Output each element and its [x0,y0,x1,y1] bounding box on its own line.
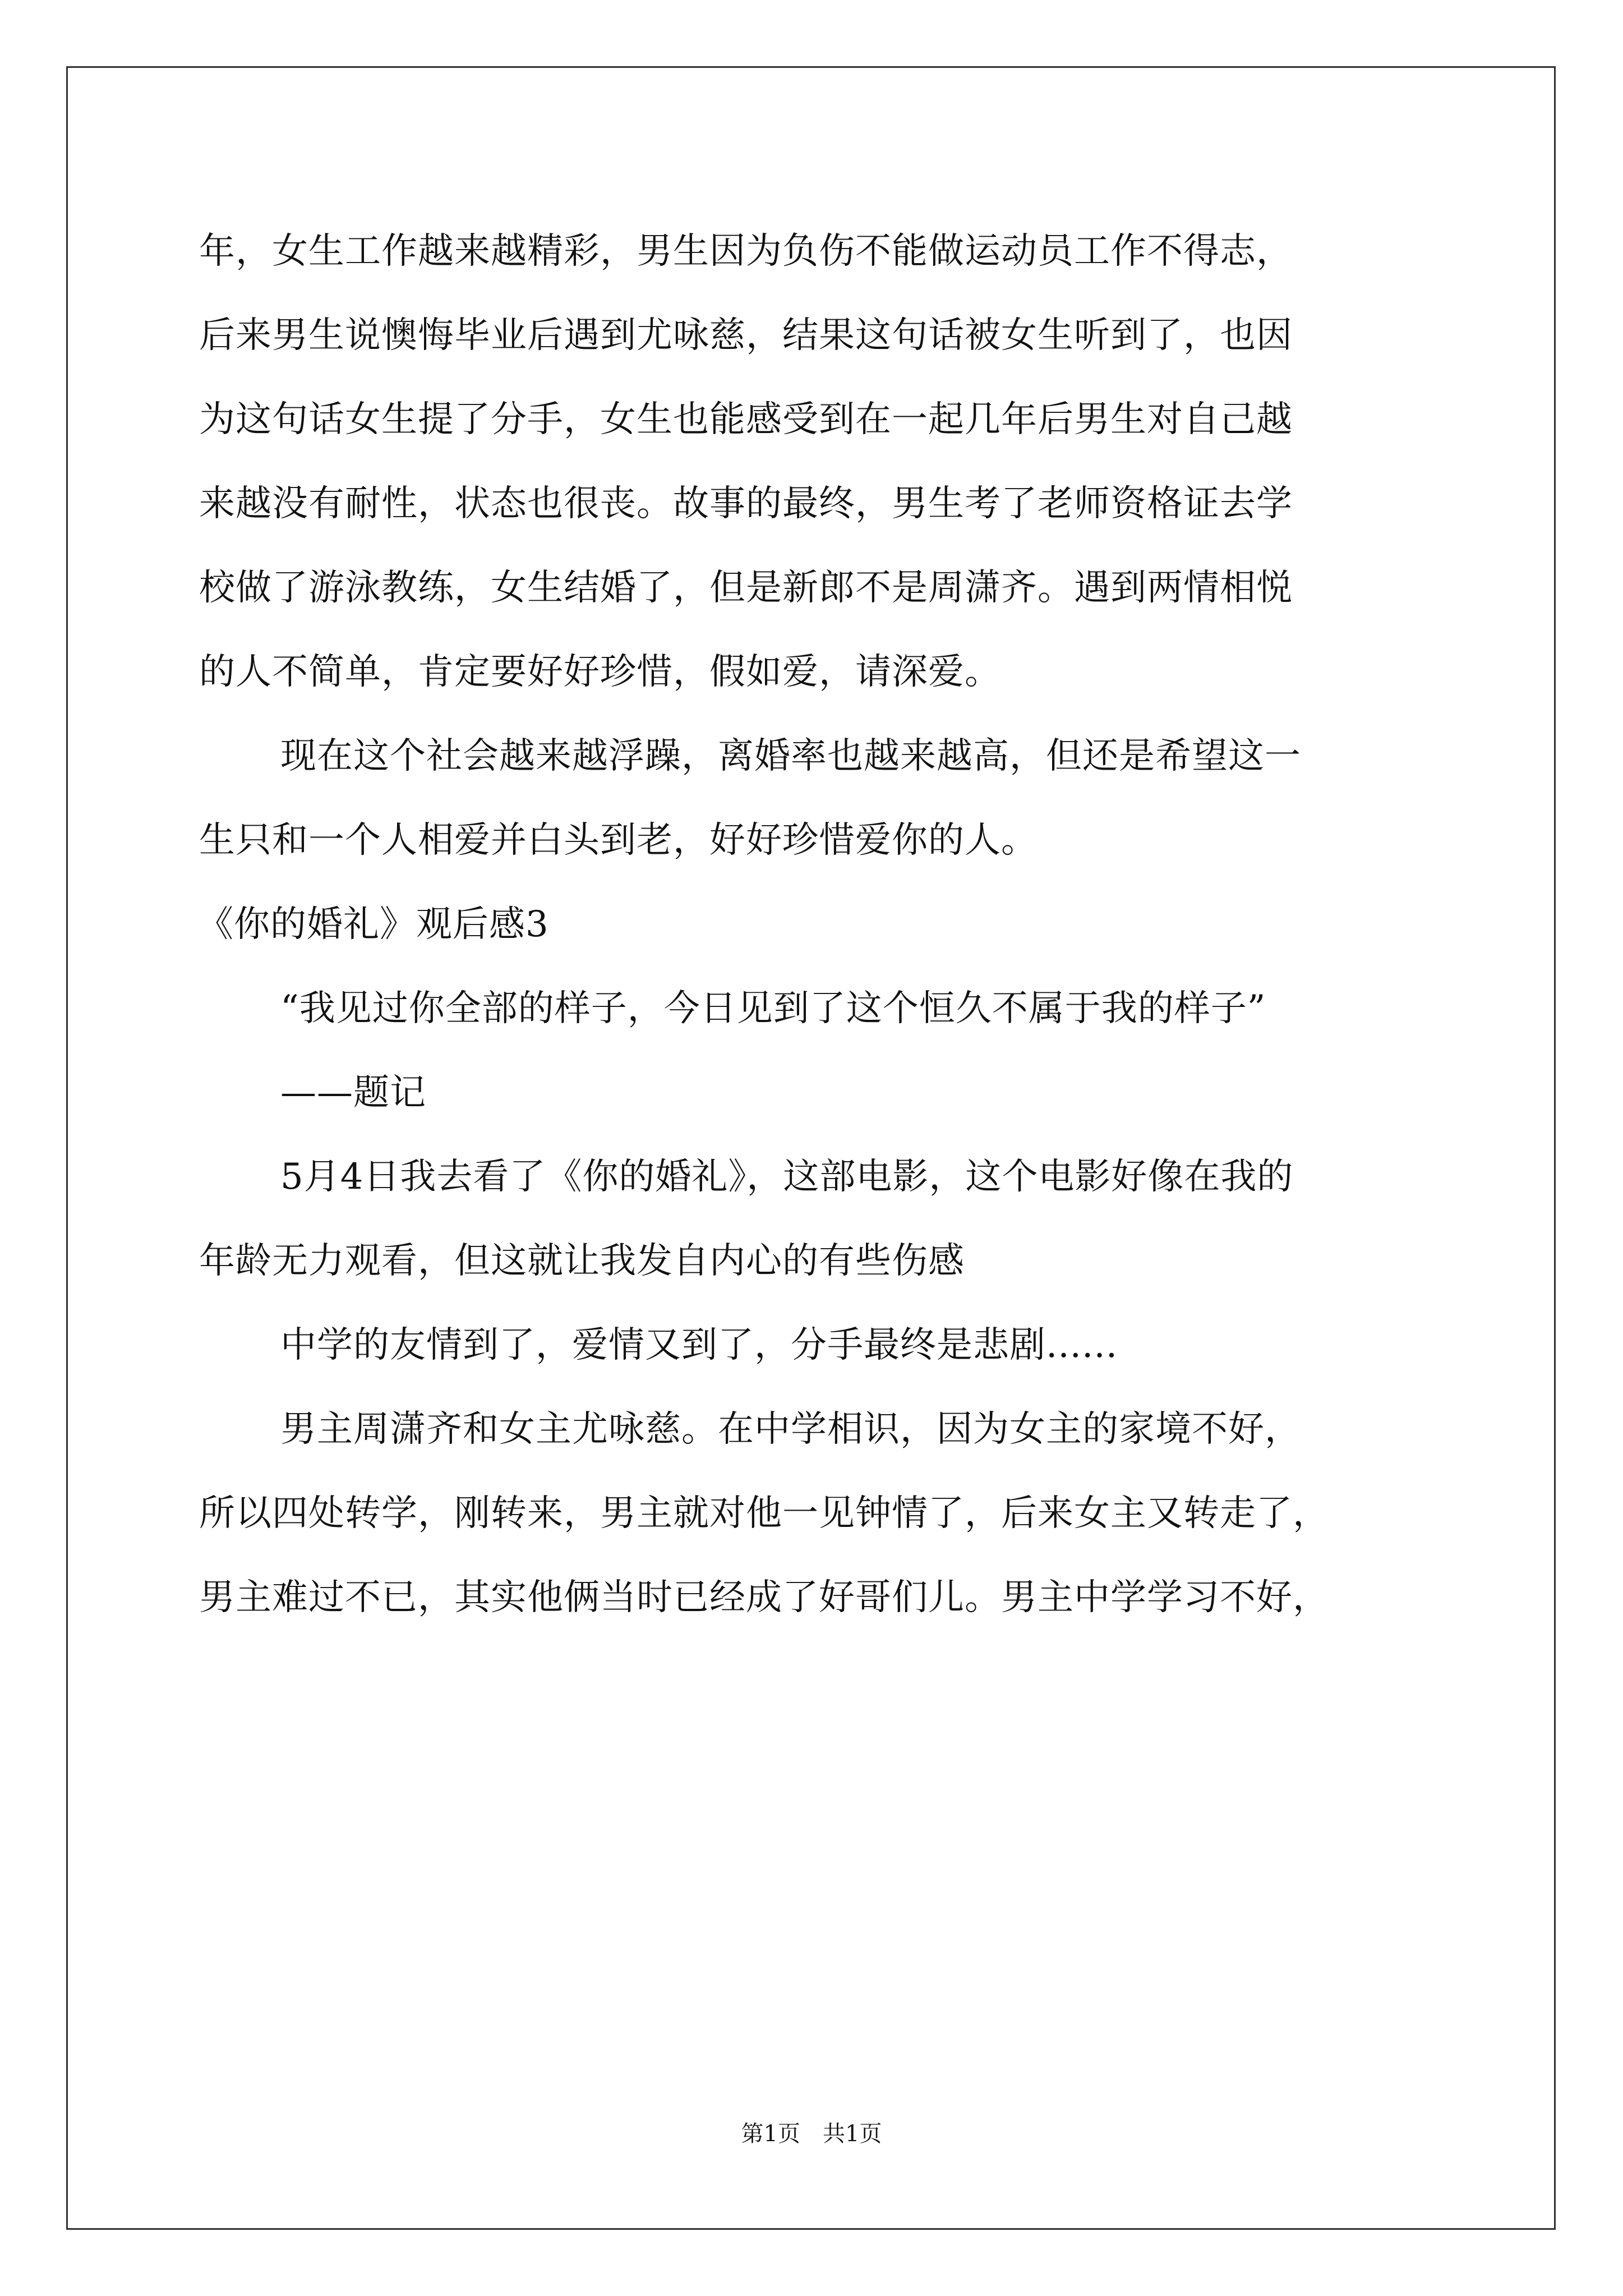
paragraph-line: 为这句话女生提了分手，女生也能感受到在一起几年后男生对自己越 [199,399,1293,440]
paragraph-line: 中学的友情到了，爱情又到了，分手最终是悲剧...... [280,1324,1118,1366]
paragraph-line: 生只和一个人相爱并白头到老，好好珍惜爱你的人。 [199,820,1038,861]
section-heading: 《你的婚礼》观后感3 [197,904,549,945]
paragraph-line: 现在这个社会越来越浮躁，离婚率也越来越高，但还是希望这一 [280,735,1301,777]
page-frame [66,66,1556,2230]
paragraph-line: 的人不简单，肯定要好好珍惜，假如爱，请深爱。 [199,651,1001,693]
paragraph-line: 来越没有耐性，状态也很丧。故事的最终，男生考了老师资格证去学 [199,483,1293,524]
page-total: 共1页 [823,2121,882,2147]
quote-line: “我见过你全部的样子，今日见到了这个恒久不属于我的样子” [280,988,1266,1029]
paragraph-line: 年龄无力观看，但这就让我发自内心的有些伤感 [199,1240,965,1282]
epigraph-line: ——题记 [280,1072,426,1114]
paragraph-line: 所以四处转学，刚转来，男主就对他一见钟情了，后来女主又转走了， [199,1493,1329,1534]
paragraph-line: 5月4日我去看了《你的婚礼》，这部电影，这个电影好像在我的 [280,1156,1294,1198]
paragraph-line: 后来男生说懊悔毕业后遇到尤咏慈，结果这句话被女生听到了，也因 [199,315,1293,356]
paragraph-line: 男主难过不已，其实他俩当时已经成了好哥们儿。男主中学学习不好， [199,1577,1329,1618]
paragraph-line: 男主周潇齐和女主尤咏慈。在中学相识，因为女主的家境不好， [280,1409,1301,1450]
paragraph-line: 校做了游泳教练，女生结婚了，但是新郎不是周潇齐。遇到两情相悦 [199,567,1293,609]
page-number: 第1页 [741,2121,800,2147]
page-footer [0,2120,1623,2147]
paragraph-line: 年，女生工作越来越精彩，男生因为负伤不能做运动员工作不得志， [199,231,1293,272]
